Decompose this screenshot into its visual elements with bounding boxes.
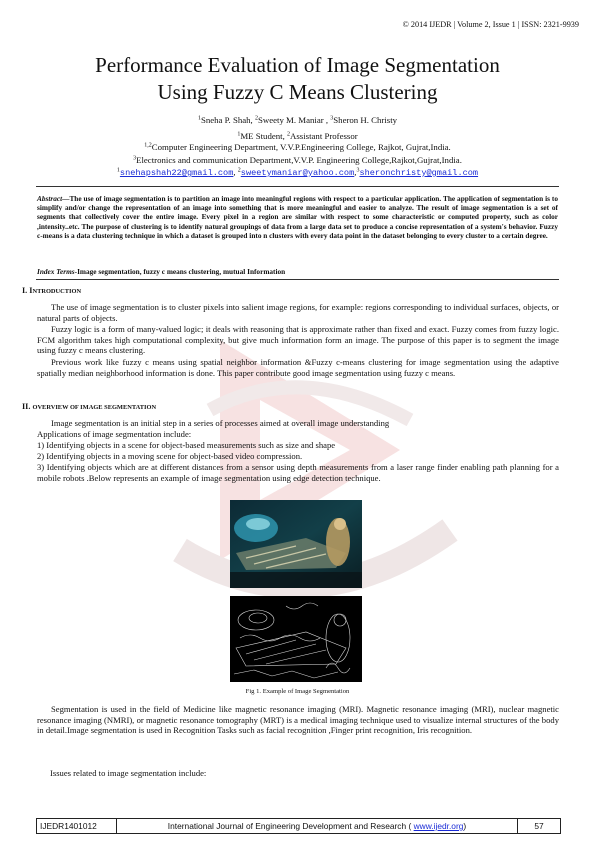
figure-caption: Fig 1. Example of Image Segmentation xyxy=(245,688,350,695)
original-photo xyxy=(230,500,362,588)
journal-website-link[interactable]: www.ijedr.org xyxy=(413,821,464,831)
role-1-mark: 1 xyxy=(237,131,241,138)
page-footer xyxy=(36,818,561,834)
application-item-2: 2) Identifying objects in a moving scene for object-based video compression. xyxy=(37,451,303,461)
section-2-heading xyxy=(22,402,156,411)
section-2-title: OVERVIEW OF IMAGE SEGMENTATION xyxy=(32,404,157,411)
paper-id: IJEDR1401012 xyxy=(37,819,117,833)
author-1: Sneha P. Shah, xyxy=(200,115,253,125)
application-item-3: 3) Identifying objects which are at different distances from a sensor using depth measurements from a laser range finder enabling path planning for a mobile robots .Below represents an example of image segmentation using edge detection technique. xyxy=(37,462,559,483)
section-2-number: II. xyxy=(22,402,33,411)
abstract-label: Abstract xyxy=(37,194,63,203)
affiliation-1-mark: 1,2 xyxy=(144,142,152,149)
overview-paragraph-1: Image segmentation is an initial step in a series of processes aimed at overall image understanding xyxy=(51,418,390,428)
email-separator: , xyxy=(354,167,357,177)
affiliation-2-text: Electronics and communication Department,V.V.P. Engineering College,Rajkot,Gujrat,India. xyxy=(136,155,462,165)
affiliation-2-mark: 3 xyxy=(133,155,137,162)
index-terms-label: Index Terms xyxy=(37,267,75,276)
email-link-2[interactable]: sweetymaniar@yahoo.com xyxy=(240,168,355,178)
section-1-title: NTRODUCTION xyxy=(32,288,82,295)
role-2: Assistant Professor xyxy=(290,131,358,141)
journal-name xyxy=(117,819,517,833)
section-1-heading xyxy=(22,286,81,295)
overview-paragraph-3: Segmentation is used in the field of Medicine like magnetic resonance imaging (MRI). Magnetic resonance imaging (MRI), nuclear magnetic resonance imaging (NMRI), or magnetic resonance tomography (MRT) is a medical imaging technique used to visualize internal structures of the body in detail.Image segmentation is used in Recognition Tasks such as facial recognition ,Finger print recognition, Iris recognition. xyxy=(37,704,559,736)
intro-paragraph-2: Fuzzy logic is a form of many-valued logic; it deals with reasoning that is approximate rather than fixed and exact. Fuzzy comes from fuzzy logic. FCM algorithm takes high computational complexity, but give much information form an image. The purpose of this paper is to segment the image using fuzzy c means clustering. xyxy=(37,324,559,356)
journal-name-text: International Journal of Engineering Development and Research ( xyxy=(167,821,414,831)
journal-name-close: ) xyxy=(463,821,467,831)
section-1-initial: I xyxy=(29,286,33,295)
author-2: Sweety M. Maniar , xyxy=(257,115,329,125)
abstract-top-rule xyxy=(36,186,559,187)
segmentation-figure xyxy=(226,498,369,684)
author-2-mark: 2 xyxy=(254,115,258,122)
affiliation-1 xyxy=(0,142,595,153)
abstract-bottom-rule xyxy=(36,279,559,280)
application-item-1: 1) Identifying objects in a scene for object-based measurements such as size and shape xyxy=(37,440,336,450)
role-2-mark: 2 xyxy=(287,131,290,138)
email-link-3[interactable]: sheronchristy@gmail.com xyxy=(359,168,479,178)
title-line-1: Performance Evaluation of Image Segmentation xyxy=(95,53,500,77)
author-3-mark: 3 xyxy=(330,115,334,122)
journal-header: © 2014 IJEDR | Volume 2, Issue 1 | ISSN: 2321-9939 xyxy=(402,20,579,29)
email-separator: , xyxy=(233,167,238,177)
applications-intro: Applications of image segmentation include: xyxy=(37,429,192,439)
author-list xyxy=(0,115,595,126)
affiliation-1-text: Computer Engineering Department, V.V.P.Engineering College, Rajkot, Gujrat,India. xyxy=(151,142,451,152)
issues-intro: Issues related to image segmentation include: xyxy=(50,768,207,778)
email-link-1[interactable]: snehapshah22@gmail.com xyxy=(119,168,234,178)
role-1: ME Student, xyxy=(240,131,287,141)
section-1-number: I. xyxy=(22,286,30,295)
index-terms-text: -Image segmentation, fuzzy c means clustering, mutual Information xyxy=(74,267,286,276)
email-2-mark: 2 xyxy=(237,167,241,174)
author-1-mark: 1 xyxy=(197,115,201,122)
intro-paragraph-3: Previous work like fuzzy c means using spatial neighbor information &Fuzzy c-means clustering for image segmentation using the adaptive spatially median neighborhood information is done. This paper contribute good image segmentation using fuzzy c means. xyxy=(37,357,559,378)
page-number: 57 xyxy=(517,819,560,833)
paper-title xyxy=(0,52,595,106)
abstract-text: —The use of image segmentation is to partition an image into meaningful regions with respect to a particular application. The application of segmentation is to simplify and/or change the representation of an image into something that is more meaningful and easier to analyze. The result of image segmentation is a set of segments that collectively cover the entire image. Every pixel in a region are similar with respect to some characteristic or computed property, such as color ,intensity..etc. The purpose of clustering is to identify natural groupings of data from a large data set to produce a concise representation of a system's behavior. Fuzzy c-means is a data clustering technique in which a dataset is grouped into n clusters with every data point in the dataset belonging to every cluster to a certain degree. xyxy=(37,194,558,240)
segmented-edge-image xyxy=(230,596,362,682)
affiliation-2 xyxy=(0,155,595,166)
index-terms xyxy=(37,267,558,276)
email-1-mark: 1 xyxy=(116,167,120,174)
email-3-mark: 3 xyxy=(356,167,360,174)
title-line-2: Using Fuzzy C Means Clustering xyxy=(157,80,438,104)
author-roles xyxy=(0,131,595,142)
abstract xyxy=(37,194,558,240)
author-3: Sheron H. Christy xyxy=(333,115,398,125)
intro-paragraph-1: The use of image segmentation is to cluster pixels into salient image regions, for example: regions corresponding to individual surfaces, objects, or natural parts of objects. xyxy=(37,302,559,323)
author-emails xyxy=(0,167,595,179)
